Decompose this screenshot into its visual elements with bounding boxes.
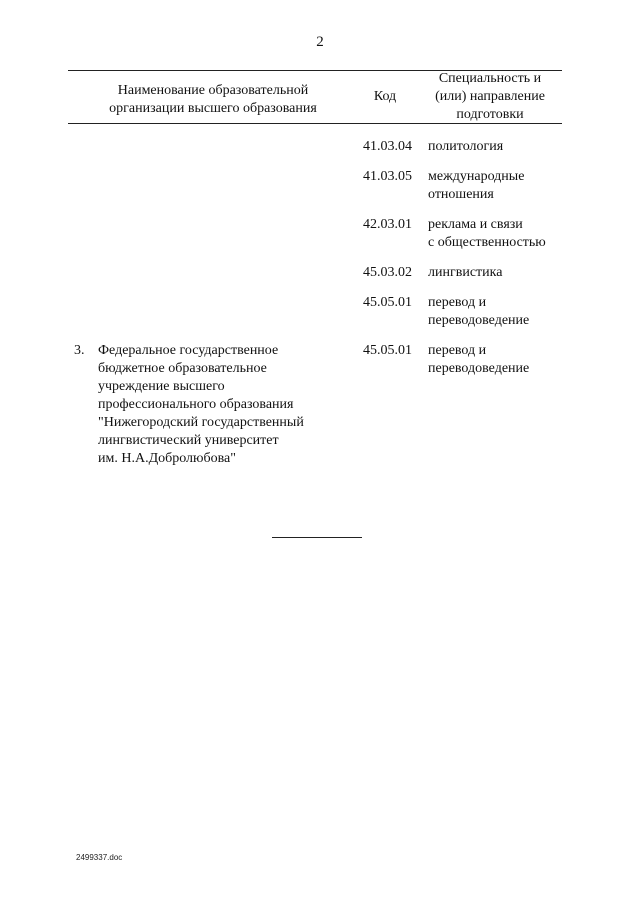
row-number [68, 138, 96, 156]
row-organization: Федеральное государственное бюджетное образовательное учреждение высшего профессионального образования "Нижегородский государственный лингвистический университет им. Н.А.Добролюбова" [98, 343, 304, 466]
row-code: 45.03.02 [363, 265, 412, 280]
row-specialty: лингвистика [428, 265, 503, 280]
table-row [68, 342, 562, 468]
row-code: 45.05.01 [363, 295, 412, 310]
row-code: 41.03.04 [363, 139, 412, 154]
document-id: 2499337.doc [76, 853, 123, 862]
row-specialty: перевод и переводоведение [428, 343, 530, 376]
row-organization [96, 264, 360, 282]
row-number: 3. [74, 343, 85, 358]
table-row [68, 168, 562, 204]
row-number [68, 168, 96, 204]
row-number [68, 216, 96, 252]
table-row [68, 264, 562, 282]
row-code: 42.03.01 [363, 217, 412, 232]
table-row [68, 216, 562, 252]
row-specialty: международные отношения [428, 169, 525, 202]
header-code: Код [373, 89, 397, 104]
end-rule [272, 537, 362, 538]
row-number [68, 294, 96, 330]
row-organization [96, 138, 360, 156]
table-body [68, 138, 562, 480]
row-organization [96, 168, 360, 204]
row-specialty: перевод и переводоведение [428, 295, 530, 328]
row-specialty: реклама и связи с общественностью [428, 217, 546, 250]
table-row [68, 138, 562, 156]
row-code: 45.05.01 [363, 343, 412, 358]
table-header-rule [68, 123, 562, 124]
header-specialty: Специальность и (или) направление подготовки [435, 71, 545, 122]
row-number [68, 264, 96, 282]
row-code: 41.03.05 [363, 169, 412, 184]
row-organization [96, 294, 360, 330]
table-row [68, 294, 562, 330]
row-specialty: политология [428, 139, 504, 154]
page-number: 2 [316, 34, 324, 50]
header-organization: Наименование образовательной организации высшего образования [109, 83, 317, 116]
row-organization [96, 216, 360, 252]
